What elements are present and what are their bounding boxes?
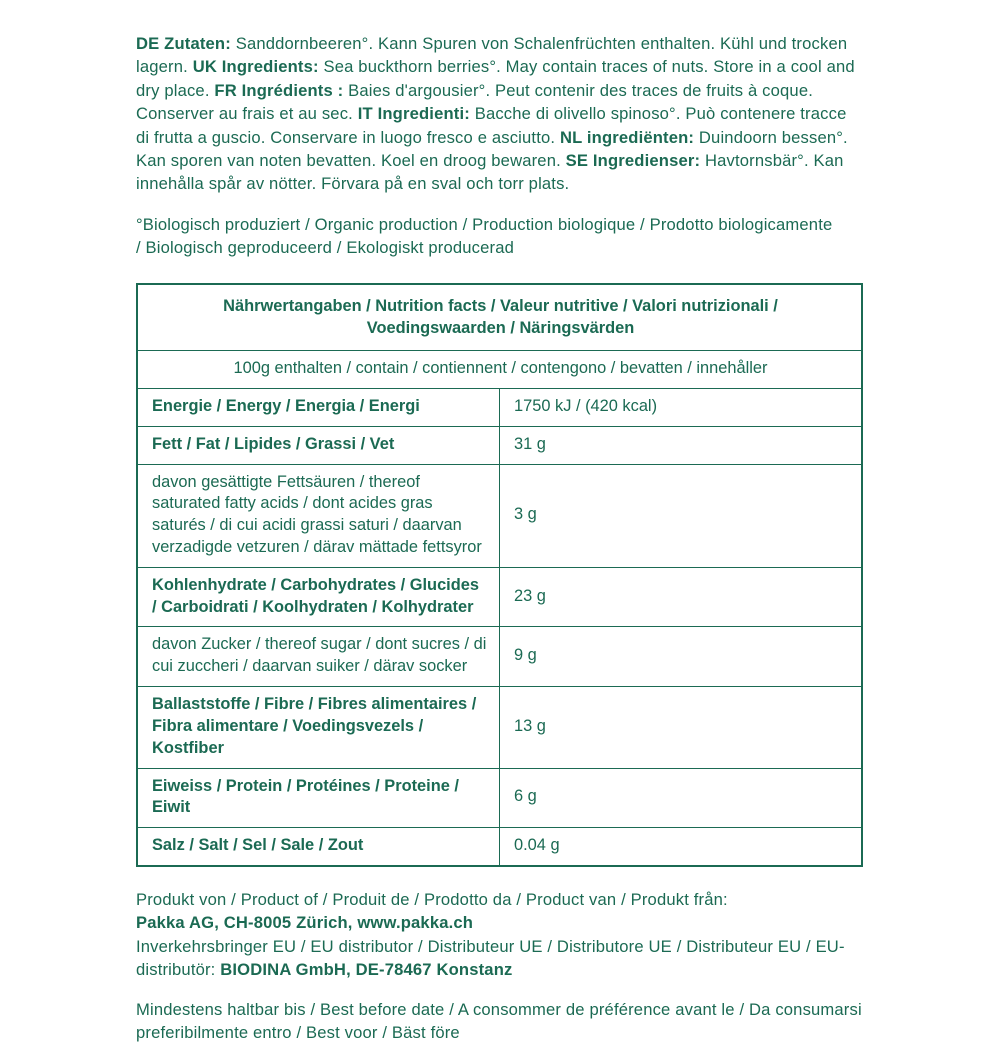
nutrition-row <box>137 828 862 866</box>
ingredients-text: Sanddornbeeren°. Kann Spuren von Schalenfrüchten enthalten. Kühl und trocken lagern. <box>136 34 848 77</box>
nutrition-row <box>137 768 862 828</box>
nutrition-table-title: Nährwertangaben / Nutrition facts / Valeur nutritive / Valori nutrizionali / Voedingswaarden / Näringsvärden <box>137 284 862 351</box>
ingredients-paragraph <box>136 32 858 196</box>
nutrition-row-value: 13 g <box>500 687 863 768</box>
organic-production-note: °Biologisch produziert / Organic production / Production biologique / Prodotto biologicamente / Biologisch geproduceerd / Ekologiskt producerad <box>136 214 833 258</box>
producer-intro: Produkt von / Product of / Produit de / Prodotto da / Product van / Produkt från: <box>136 889 728 909</box>
nutrition-row-value: 0.04 g <box>500 828 863 866</box>
nutrition-row-label: davon Zucker / thereof sugar / dont sucres / di cui zuccheri / daarvan suiker / därav socker <box>137 627 500 687</box>
ingredients-language-tag: UK Ingredients: <box>192 57 319 77</box>
nutrition-row-value: 31 g <box>500 426 863 464</box>
nutrition-row-value: 6 g <box>500 768 863 828</box>
nutrition-row <box>137 388 862 426</box>
producer-group <box>136 888 866 982</box>
nutrition-row <box>137 687 862 768</box>
nutrition-row-value: 23 g <box>500 567 863 627</box>
nutrition-row-value: 9 g <box>500 627 863 687</box>
nutrition-row-label: Fett / Fat / Lipides / Grassi / Vet <box>137 426 500 464</box>
table-basis-row <box>137 351 862 389</box>
nutrition-row-label: Salz / Salt / Sel / Sale / Zout <box>137 828 500 866</box>
nutrition-row-label: Kohlenhydrate / Carbohydrates / Glucides / Carboidrati / Koolhydraten / Kolhydrater <box>137 567 500 627</box>
distributor-intro: Inverkehrsbringer EU / EU distributor / Distributeur UE / Distributore UE / Distributeur EU / EU-distributör: <box>136 936 845 980</box>
nutrition-basis-label: 100g enthalten / contain / contiennent / contengono / bevatten / innehåller <box>137 351 862 389</box>
best-before-group <box>136 998 866 1044</box>
ingredients-language-tag: IT Ingredienti: <box>357 104 470 124</box>
ingredients-language-tag: FR Ingrédients : <box>214 80 344 100</box>
producer-company: Pakka AG, CH-8005 Zürich, www.pakka.ch <box>136 913 474 933</box>
ingredients-text: Bacche di olivello spinoso°. Può contenere tracce di frutta a guscio. Conservare in luogo fresco e asciutto. <box>136 104 847 147</box>
nutrition-row-label: Energie / Energy / Energia / Energi <box>137 388 500 426</box>
distributor-line <box>136 935 866 982</box>
ingredients-text: Havtornsbär°. Kan innehålla spår av nötter. Förvara på en sval och torr plats. <box>136 150 844 194</box>
nutrition-row <box>137 567 862 627</box>
ingredients-text: Sea buckthorn berries°. May contain traces of nuts. Store in a cool and dry place. <box>136 57 855 100</box>
nutrition-row <box>137 464 862 567</box>
ingredients-language-tag: NL ingrediënten: <box>559 127 695 147</box>
table-header-row <box>137 284 862 351</box>
nutrition-facts-table <box>136 283 863 867</box>
ingredients-language-tag: DE Zutaten: <box>136 34 231 53</box>
ingredients-text: Baies d'argousier°. Peut contenir des traces de fruits à coque. Conserver au frais et au sec. <box>136 80 813 124</box>
nutrition-row-value: 3 g <box>500 464 863 567</box>
distributor-company: BIODINA GmbH, DE-78467 Konstanz <box>220 960 513 980</box>
nutrition-row-value: 1750 kJ / (420 kcal) <box>500 388 863 426</box>
nutrition-row-label: davon gesättigte Fettsäuren / thereof saturated fatty acids / dont acides gras saturés / di cui acidi grassi saturi / daarvan verzadigde vetzuren / därav mättade fettsyror <box>137 464 500 567</box>
footer-block <box>136 888 866 1044</box>
nutrition-row <box>137 627 862 687</box>
nutrition-row-label: Eiweiss / Protein / Protéines / Proteine / Eiwit <box>137 768 500 828</box>
ingredients-language-tag: SE Ingredienser: <box>565 150 701 170</box>
ingredients-text: Duindoorn bessen°. Kan sporen van noten bevatten. Koel en droog bewaren. <box>136 127 848 170</box>
nutrition-row-label: Ballaststoffe / Fibre / Fibres alimentaires / Fibra alimentare / Voedingsvezels / Kostfiber <box>137 687 500 768</box>
nutrition-row <box>137 426 862 464</box>
best-before-label: Mindestens haltbar bis / Best before date / A consommer de préférence avant le / Da consumarsi preferibilmente entro / Best voor / Bäst före <box>136 999 862 1042</box>
nutrition-table-wrapper <box>136 283 863 867</box>
